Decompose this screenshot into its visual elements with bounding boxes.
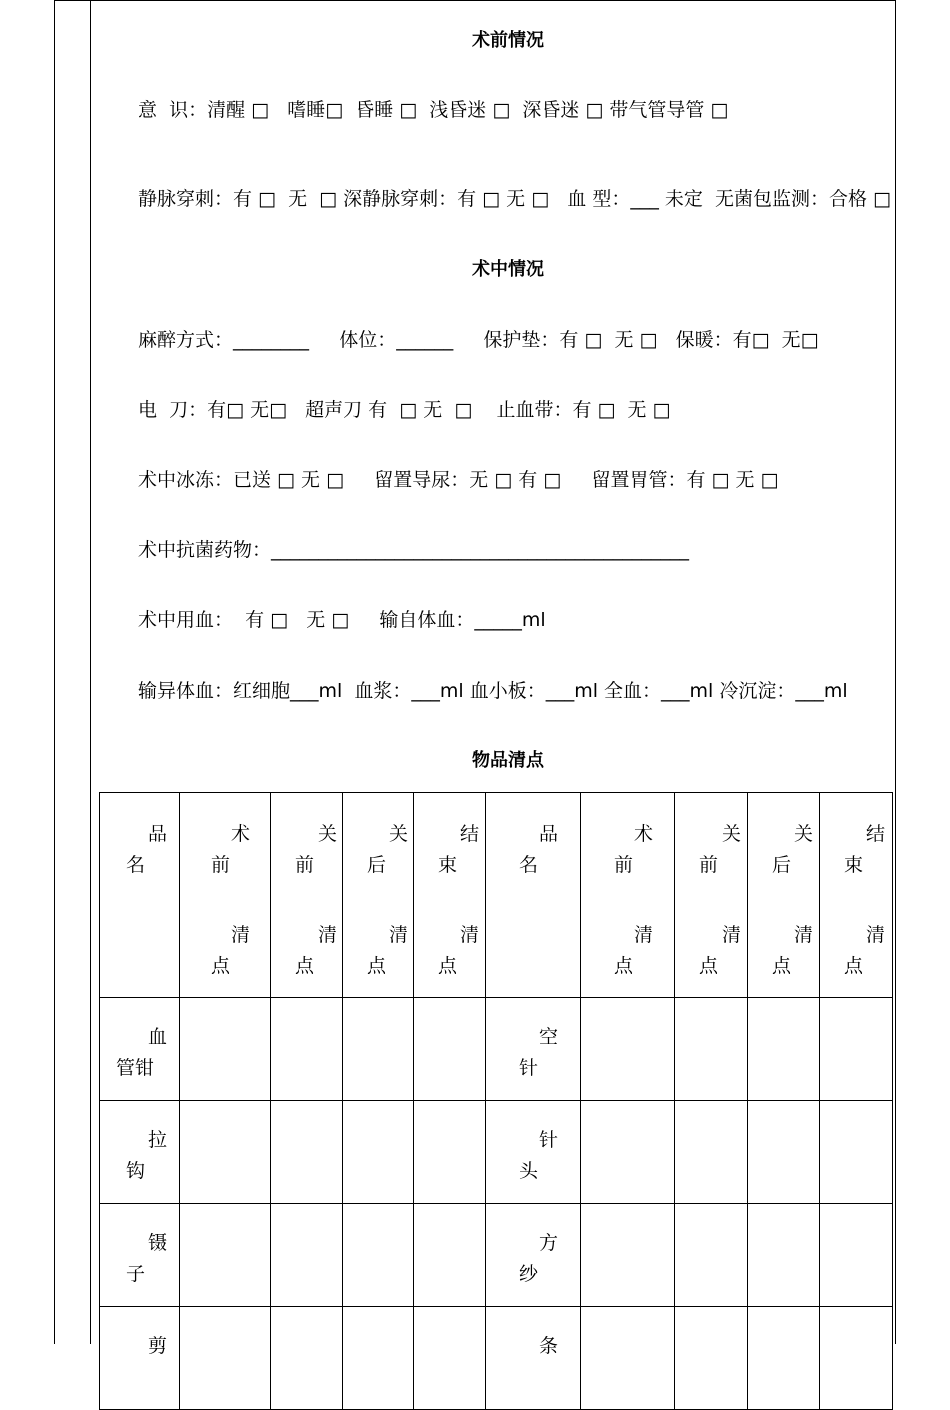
count-cell[interactable]: [748, 998, 820, 1101]
count-cell[interactable]: [414, 1204, 486, 1307]
inventory-header-row: [100, 793, 893, 998]
header-text: 术: [231, 823, 251, 845]
count-cell[interactable]: [820, 1101, 893, 1204]
count-cell[interactable]: [748, 1307, 820, 1410]
item-name-text: 头: [519, 1160, 539, 1182]
item-name-cell: [100, 998, 180, 1101]
item-name-cell: [100, 1204, 180, 1307]
count-cell[interactable]: [180, 998, 271, 1101]
header-text: 清: [318, 924, 338, 946]
header-text: 点: [211, 955, 231, 977]
item-name-text: 针: [519, 1057, 539, 1079]
header-text: 关: [389, 823, 409, 845]
header-text: 关: [722, 823, 742, 845]
header-text: 清: [722, 924, 742, 946]
item-name-cell: [486, 1204, 581, 1307]
item-name-text: 钩: [126, 1160, 146, 1182]
table-row: [100, 998, 893, 1101]
header-cell: [748, 793, 820, 998]
header-text: 关: [318, 823, 338, 845]
item-name-text: 血: [148, 1026, 168, 1048]
item-name-cell: [100, 1307, 180, 1410]
count-cell[interactable]: [343, 1307, 414, 1410]
item-name-cell: [486, 1307, 581, 1410]
header-text: 品: [148, 823, 168, 845]
header-cell: [271, 793, 343, 998]
preop-title: 术前情况: [472, 30, 544, 51]
header-text: 前: [211, 854, 231, 876]
venous-puncture-row: 静脉穿刺：有 □ 无 □ 深静脉穿刺：有 □ 无 □ 血 型：___ 未定 无菌包监测：合格 □: [138, 188, 891, 210]
allogeneic-blood-row: 输异体血：红细胞___ml 血浆：___ml 血小板：___ml 全血：___ml 冷沉淀：___ml: [138, 680, 848, 702]
item-name-text: 空: [539, 1026, 559, 1048]
table-row: [100, 1204, 893, 1307]
count-cell[interactable]: [581, 1204, 675, 1307]
label-column-line: [90, 0, 91, 1344]
table-row: [100, 1101, 893, 1204]
item-name-text: 纱: [519, 1263, 539, 1285]
header-text: 束: [438, 854, 458, 876]
header-cell: [343, 793, 414, 998]
count-cell[interactable]: [748, 1204, 820, 1307]
header-cell: [414, 793, 486, 998]
left-margin-line: [54, 0, 55, 1344]
item-name-text: 方: [539, 1232, 559, 1254]
count-cell[interactable]: [581, 998, 675, 1101]
count-cell[interactable]: [414, 1307, 486, 1410]
header-text: 前: [614, 854, 634, 876]
header-text: 前: [699, 854, 719, 876]
item-name-text: 拉: [148, 1129, 168, 1151]
header-text: 点: [295, 955, 315, 977]
anesthesia-row: 麻醉方式：________ 体位：______ 保护垫：有 □ 无 □ 保暖：有□ 无□: [138, 329, 819, 351]
count-cell[interactable]: [271, 1101, 343, 1204]
count-cell[interactable]: [820, 1307, 893, 1410]
header-text: 关: [794, 823, 814, 845]
inventory-title: 物品清点: [472, 750, 544, 771]
count-cell[interactable]: [675, 998, 748, 1101]
header-text: 点: [614, 955, 634, 977]
header-text: 结: [866, 823, 886, 845]
header-text: 点: [438, 955, 458, 977]
count-cell[interactable]: [343, 998, 414, 1101]
electrotome-row: 电 刀：有□ 无□ 超声刀 有 □ 无 □ 止血带：有 □ 无 □: [138, 399, 671, 421]
header-text: 束: [844, 854, 864, 876]
header-text: 结: [460, 823, 480, 845]
header-text: 后: [772, 854, 792, 876]
count-cell[interactable]: [414, 998, 486, 1101]
table-row: [100, 1307, 893, 1410]
header-cell: [180, 793, 271, 998]
item-name-text: 剪: [148, 1335, 168, 1357]
header-text: 清: [460, 924, 480, 946]
header-text: 后: [367, 854, 387, 876]
item-name-cell: [486, 998, 581, 1101]
header-cell: [675, 793, 748, 998]
header-text: 品: [539, 823, 559, 845]
count-cell[interactable]: [748, 1101, 820, 1204]
header-text: 前: [295, 854, 315, 876]
count-cell[interactable]: [581, 1101, 675, 1204]
count-cell[interactable]: [414, 1101, 486, 1204]
item-name-cell: [100, 1101, 180, 1204]
header-cell: [100, 793, 180, 998]
count-cell[interactable]: [675, 1307, 748, 1410]
header-cell: [820, 793, 893, 998]
count-cell[interactable]: [820, 998, 893, 1101]
count-cell[interactable]: [271, 998, 343, 1101]
header-text: 清: [634, 924, 654, 946]
count-cell[interactable]: [343, 1101, 414, 1204]
count-cell[interactable]: [180, 1307, 271, 1410]
count-cell[interactable]: [180, 1101, 271, 1204]
header-text: 清: [389, 924, 409, 946]
count-cell[interactable]: [343, 1204, 414, 1307]
item-name-text: 镊: [148, 1232, 168, 1254]
header-text: 清: [794, 924, 814, 946]
header-cell: [486, 793, 581, 998]
count-cell[interactable]: [180, 1204, 271, 1307]
top-border-line: [54, 0, 896, 1]
item-name-text: 针: [539, 1129, 559, 1151]
header-text: 点: [772, 955, 792, 977]
antibiotics-row: 术中抗菌药物：____________________________________________: [138, 539, 690, 561]
header-text: 清: [231, 924, 251, 946]
intraop-title: 术中情况: [472, 259, 544, 280]
header-cell: [581, 793, 675, 998]
count-cell[interactable]: [581, 1307, 675, 1410]
item-name-text: 管钳: [116, 1057, 155, 1079]
count-cell[interactable]: [675, 1101, 748, 1204]
count-cell[interactable]: [271, 1204, 343, 1307]
item-name-text: 子: [126, 1263, 146, 1285]
item-name-cell: [486, 1101, 581, 1204]
header-text: 点: [844, 955, 864, 977]
inventory-table: [99, 792, 893, 1410]
right-border-line: [895, 0, 896, 1344]
count-cell[interactable]: [271, 1307, 343, 1410]
header-text: 清: [866, 924, 886, 946]
frozen-section-row: 术中冰冻：已送 □ 无 □ 留置导尿：无 □ 有 □ 留置胃管：有 □ 无 □: [138, 469, 779, 491]
header-text: 点: [367, 955, 387, 977]
count-cell[interactable]: [820, 1204, 893, 1307]
consciousness-row: 意 识：清醒 □ 嗜睡□ 昏睡 □ 浅昏迷 □ 深昏迷 □ 带气管导管 □: [138, 99, 729, 121]
item-name-text: 条: [539, 1335, 559, 1357]
header-text: 术: [634, 823, 654, 845]
header-text: 名: [126, 854, 146, 876]
header-text: 点: [699, 955, 719, 977]
header-text: 名: [519, 854, 539, 876]
count-cell[interactable]: [675, 1204, 748, 1307]
blood-use-row: 术中用血： 有 □ 无 □ 输自体血：_____ml: [138, 609, 546, 631]
